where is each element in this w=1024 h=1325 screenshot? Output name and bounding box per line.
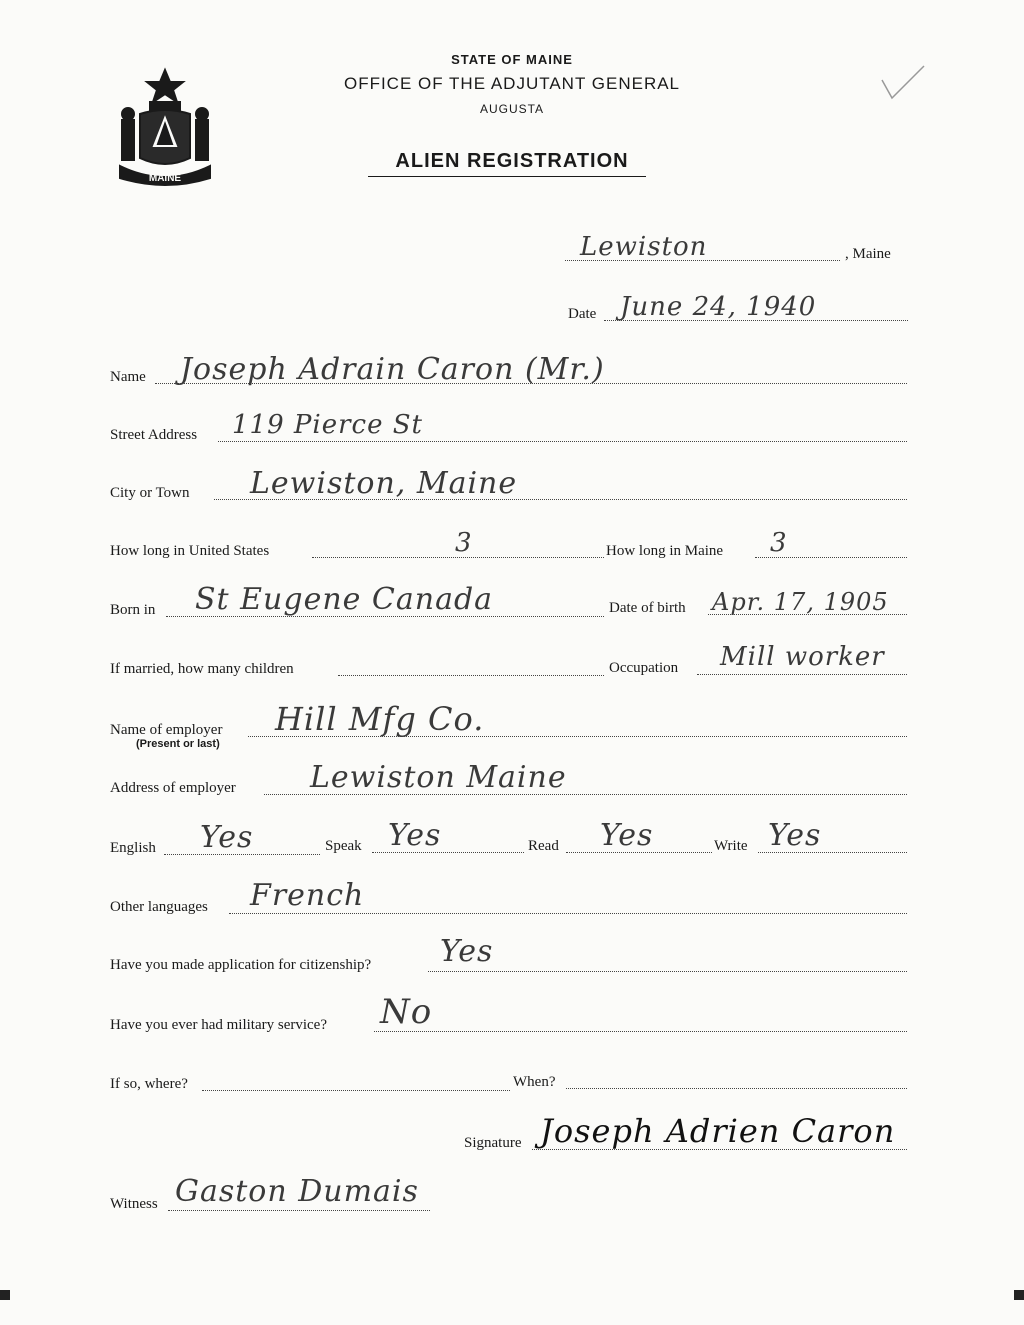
street-value: 119 Pierce St	[232, 410, 423, 440]
maine-duration-value: 3	[770, 528, 788, 558]
where-label: If so, where?	[110, 1076, 188, 1092]
children-label: If married, how many children	[110, 661, 294, 677]
page-title: ALIEN REGISTRATION	[395, 150, 629, 172]
signature-value: Joseph Adrien Caron	[540, 1112, 896, 1150]
where-line	[202, 1090, 510, 1091]
us-duration-value: 3	[455, 528, 473, 558]
street-label: Street Address	[110, 427, 198, 443]
street-line	[218, 441, 907, 442]
dob-value: Apr. 17, 1905	[712, 588, 889, 616]
citizenship-label: Have you made application for citizenship?	[110, 957, 372, 973]
name-label: Name	[110, 369, 146, 385]
maine-duration-label: How long in Maine	[606, 543, 724, 559]
scan-corner-mark	[0, 1290, 10, 1300]
city-value: Lewiston, Maine	[250, 466, 518, 501]
us-duration-label: How long in United States	[110, 543, 270, 559]
scan-corner-mark	[1014, 1290, 1024, 1300]
seal-label: MAINE	[148, 173, 182, 184]
employer-address-value: Lewiston Maine	[310, 760, 567, 795]
english-label: English	[110, 840, 156, 856]
other-languages-label: Other languages	[110, 899, 208, 915]
occupation-line	[697, 674, 907, 675]
place-value: Lewiston	[580, 232, 708, 262]
when-line	[566, 1088, 907, 1089]
other-languages-line	[229, 913, 907, 914]
military-label: Have you ever had military service?	[110, 1017, 327, 1033]
check-mark-icon	[878, 62, 928, 102]
english-value: Yes	[200, 820, 254, 855]
employer-label: Name of employer	[110, 722, 223, 738]
city-label: City or Town	[110, 485, 190, 501]
occupation-value: Mill worker	[720, 642, 885, 672]
born-value: St Eugene Canada	[195, 582, 494, 617]
employer-address-label: Address of employer	[110, 780, 236, 796]
write-label: Write	[714, 838, 748, 854]
date-label: Date	[568, 306, 597, 322]
state-name: STATE OF MAINE	[451, 52, 573, 67]
witness-line	[168, 1210, 430, 1211]
dob-label: Date of birth	[609, 600, 686, 616]
speak-label: Speak	[325, 838, 362, 854]
write-value: Yes	[768, 818, 822, 853]
military-value: No	[380, 992, 433, 1032]
office-name: OFFICE OF THE ADJUTANT GENERAL	[343, 74, 681, 93]
employer-sublabel: (Present or last)	[136, 738, 220, 750]
signature-label: Signature	[464, 1135, 522, 1151]
employer-value: Hill Mfg Co.	[275, 700, 485, 738]
occupation-label: Occupation	[609, 660, 679, 676]
read-label: Read	[528, 838, 559, 854]
date-value: June 24, 1940	[620, 292, 817, 322]
place-suffix: , Maine	[845, 246, 891, 262]
read-value: Yes	[600, 818, 654, 853]
born-label: Born in	[110, 602, 156, 618]
other-languages-value: French	[250, 878, 365, 913]
title-underline	[368, 176, 646, 177]
witness-label: Witness	[110, 1196, 158, 1212]
citizenship-line	[428, 971, 907, 972]
speak-value: Yes	[388, 818, 442, 853]
when-label: When?	[513, 1074, 556, 1090]
witness-value: Gaston Dumais	[175, 1174, 419, 1209]
military-line	[374, 1031, 907, 1032]
city-name: AUGUSTA	[479, 102, 545, 116]
children-line	[338, 675, 604, 676]
name-value: Joseph Adrain Caron (Mr.)	[180, 352, 605, 387]
citizenship-value: Yes	[440, 934, 494, 969]
